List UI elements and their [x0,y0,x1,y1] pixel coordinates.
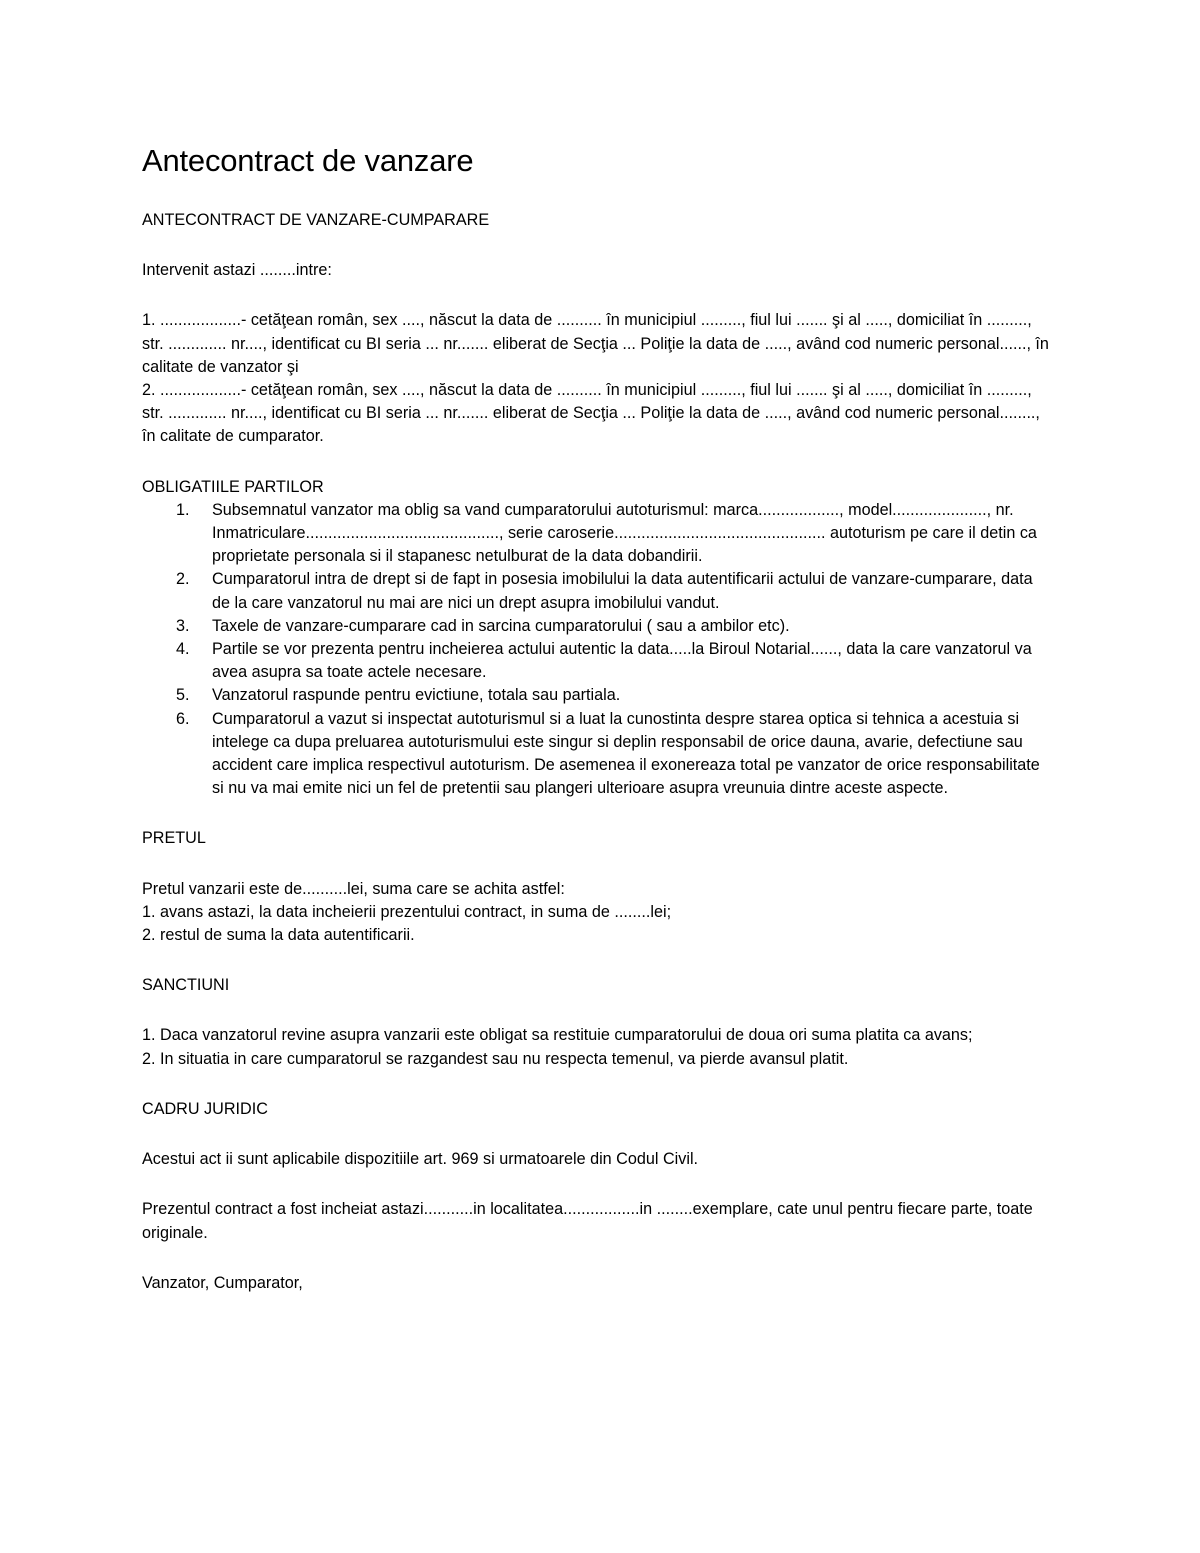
list-item-number: 5. [176,686,190,705]
closing-paragraph: Prezentul contract a fost incheiat astazi...........in localitatea.................in ........exemplare, cate unul pentru fiecare parte, toate originale. [142,1200,1033,1242]
list-item [142,615,1052,638]
price-line: 2. restul de suma la data autentificarii. [142,926,415,945]
list-item-text: Vanzatorul raspunde pentru evictiune, totala sau partiala. [212,686,621,705]
list-item-number: 2. [176,570,190,589]
list-item-text: Partile se vor prezenta pentru incheierea actului autentic la data.....la Biroul Notarial......, data la care vanzatorul va avea asupra sa toate actele necesare. [212,640,1032,682]
sanctions-heading: SANCTIUNI [142,976,230,995]
document-content [142,141,1052,1295]
list-item [142,568,1052,614]
contract-heading: ANTECONTRACT DE VANZARE-CUMPARARE [142,211,490,229]
price-line: Pretul vanzarii este de..........lei, suma care se achita astfel: [142,879,565,898]
sanction-line: 1. Daca vanzatorul revine asupra vanzarii este obligat sa restituie cumparatorului de doua ori suma platita ca avans; [142,1026,973,1045]
list-item-text: Subsemnatul vanzator ma oblig sa vand cumparatorului autoturismul: marca.................., model....................., nr. Inmatriculare..........................................., serie caroserie............................................... autoturism pe care il detin ca proprietate personala si il stapanesc netulburat de la data dobandirii. [212,500,1037,566]
list-item [142,684,1052,707]
list-item-number: 6. [176,709,190,728]
list-item-text: Cumparatorul intra de drept si de fapt in posesia imobilului la data autentificarii actului de vanzare-cumparare, data de la care vanzatorul nu mai are nici un drept asupra imobilului vandut. [212,570,1033,612]
legal-heading: CADRU JURIDIC [142,1099,268,1118]
price-line: 1. avans astazi, la data incheierii prezentului contract, in suma de ........lei; [142,902,672,921]
party-seller-paragraph: 1. ..................- cetăţean român, sex ...., născut la data de .......... în municipiul ........., fiul lui ....... şi al ....., domiciliat în ........., str. ............. nr...., identificat cu BI seria ... nr....... eliberat de Secţia ... Poliţie la data de ....., având cod numeric personal......, în calitate de vanzator şi [142,311,1049,376]
list-item-text: Cumparatorul a vazut si inspectat autoturismul si a luat la cunostinta despre starea optica si tehnica a acestuia si intelege ca dupa preluarea autoturismului este singur si deplin responsabil de orice dauna, avarie, defectiune sau accident care implica respectivul autoturism. De asemenea il exonereaza total pe vanzator de orice responsabilitate si nu va mai emite nici un fel de pretentii sau plangeri ulterioare asupra vreunuia dintre aceste aspecte. [212,709,1040,798]
party-buyer-paragraph: 2. ..................- cetăţean român, sex ...., născut la data de .......... în municipiul ........., fiul lui ....... şi al ....., domiciliat în ........., str. ............. nr...., identificat cu BI seria ... nr....... eliberat de Secţia ... Poliţie la data de ....., având cod numeric personal........, în calitate de cumparator. [142,381,1040,446]
document-title: Antecontract de vanzare [142,143,474,178]
list-item [142,708,1052,801]
list-item [142,499,1052,569]
list-item-number: 3. [176,616,190,635]
price-heading: PRETUL [142,829,206,848]
list-item-number: 4. [176,640,190,659]
obligations-heading: OBLIGATIILE PARTILOR [142,477,324,496]
list-item-text: Taxele de vanzare-cumparare cad in sarcina cumparatorului ( sau a ambilor etc). [212,616,790,635]
signatures-line: Vanzator, Cumparator, [142,1273,303,1292]
sanction-line: 2. In situatia in care cumparatorul se razgandest sau nu respecta temenul, va pierde avansul platit. [142,1049,849,1068]
obligations-list [142,499,1052,801]
legal-paragraph: Acestui act ii sunt aplicabile dispozitiile art. 969 si urmatoarele din Codul Civil. [142,1150,699,1169]
list-item-number: 1. [176,500,190,519]
intro-paragraph: Intervenit astazi ........intre: [142,261,332,280]
list-item [142,638,1052,684]
